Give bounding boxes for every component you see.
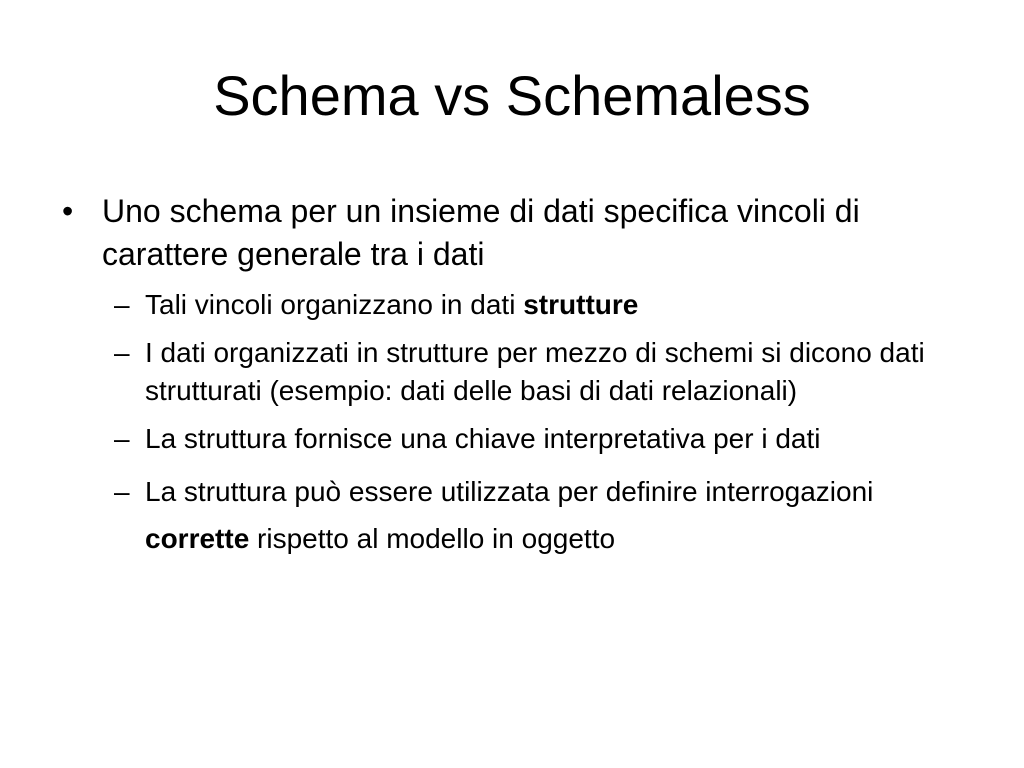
- sub-bullet-item: [114, 468, 962, 562]
- bold-term: corrette: [145, 523, 250, 554]
- sub-bullet-text: La struttura fornisce una chiave interpretativa per i dati: [145, 423, 821, 454]
- dash-marker: –: [114, 289, 130, 320]
- sub-bullet-item: [114, 420, 962, 458]
- slide-body: [62, 190, 962, 572]
- bullet-marker: •: [62, 193, 74, 229]
- sub-bullet-text: La struttura può essere utilizzata per definire interrogazioni: [145, 476, 874, 507]
- sub-bullet-list: [62, 286, 962, 562]
- dash-marker: –: [114, 337, 130, 368]
- dash-marker: –: [114, 423, 130, 454]
- bullet-text: Uno schema per un insieme di dati specifica vincoli di carattere generale tra i dati: [102, 193, 860, 272]
- bold-term: strutture: [523, 289, 639, 320]
- slide-title: Schema vs Schemaless: [213, 64, 811, 127]
- bullet-item: [62, 190, 962, 276]
- sub-bullet-text: I dati organizzati in strutture per mezzo di schemi si dicono dati strutturati (esempio: dati delle basi di dati relazionali): [145, 337, 925, 406]
- dash-marker: –: [114, 476, 130, 507]
- sub-bullet-item: [114, 334, 962, 410]
- sub-bullet-text-after: rispetto al modello in oggetto: [249, 523, 616, 554]
- sub-bullet-item: [114, 286, 962, 324]
- sub-bullet-text: Tali vincoli organizzano in dati: [145, 289, 524, 320]
